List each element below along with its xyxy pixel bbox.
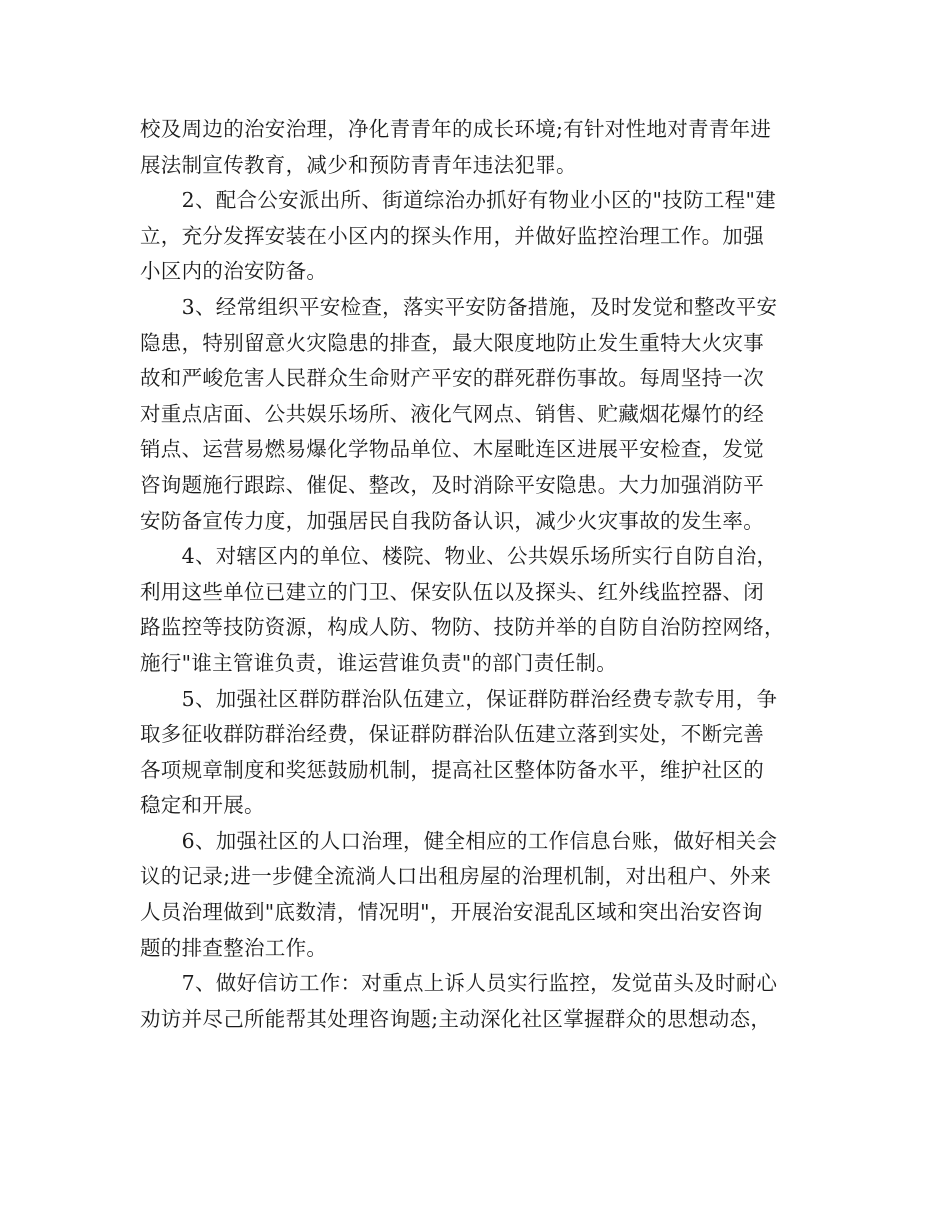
- text-line: 劝访并尽己所能帮其处理咨询题;主动深化社区掌握群众的思想动态，: [140, 1006, 772, 1031]
- text-line: 稳定和开展。: [140, 793, 265, 818]
- body-text: [140, 112, 812, 1037]
- text-line: 校及周边的治安治理，净化青青年的成长环境;有针对性地对青青年进: [140, 117, 772, 141]
- text-line: 取多征收群防群治经费，保证群防群治队伍建立落到实处，不断完善: [140, 722, 764, 747]
- text-line: 故和严峻危害人民群众生命财产平安的群死群伤事故。每周坚持一次: [140, 366, 764, 391]
- text-line: 对重点店面、公共娱乐场所、液化气网点、销售、贮藏烟花爆竹的经: [140, 401, 764, 426]
- text-line: 议的记录;进一步健全流淌人口出租房屋的治理机制，对出租户、外来: [140, 864, 772, 889]
- text-line: 5、加强社区群防群治队伍建立，保证群防群治经费专款专用，争: [140, 686, 778, 711]
- text-line: 利用这些单位已建立的门卫、保安队伍以及探头、红外线监控器、闭: [140, 579, 764, 604]
- text-line: 7、做好信访工作：对重点上诉人员实行监控，发觉苗头及时耐心: [140, 971, 778, 996]
- text-line: 6、加强社区的人口治理，健全相应的工作信息台账，做好相关会: [140, 828, 778, 853]
- text-line: 销点、运营易燃易爆化学物品单位、木屋毗连区进展平安检查，发觉: [140, 437, 764, 462]
- text-line: 咨询题施行跟踪、催促、整改，及时消除平安隐患。大力加强消防平: [140, 472, 764, 497]
- text-line: 2、配合公安派出所、街道综治办抓好有物业小区的"技防工程"建: [140, 188, 776, 213]
- text-line: 展法制宣传教育，减少和预防青青年违法犯罪。: [140, 152, 577, 177]
- text-line: 路监控等技防资源，构成人防、物防、技防并举的自防自治防控网络，: [140, 615, 785, 640]
- text-line: 3、经常组织平安检查，落实平安防备措施，及时发觉和整改平安: [140, 294, 778, 319]
- text-line: 小区内的治安防备。: [140, 259, 328, 284]
- text-line: 施行"谁主管谁负责，谁运营谁负责"的部门责任制。: [140, 650, 618, 675]
- text-line: 隐患，特别留意火灾隐患的排查，最大限度地防止发生重特大火灾事: [140, 330, 764, 355]
- text-line: 安防备宣传力度，加强居民自我防备认识，减少火灾事故的发生率。: [140, 508, 764, 533]
- text-line: 人员治理做到"底数清，情况明"，开展治安混乱区域和突出治安咨询: [140, 900, 763, 925]
- text-line: 4、对辖区内的单位、楼院、物业、公共娱乐场所实行自防自治，: [140, 544, 778, 569]
- text-line: 立，充分发挥安装在小区内的探头作用，并做好监控治理工作。加强: [140, 223, 764, 248]
- text-line: 题的排查整治工作。: [140, 935, 328, 960]
- text-line: 各项规章制度和奖惩鼓励机制，提高社区整体防备水平，维护社区的: [140, 757, 764, 782]
